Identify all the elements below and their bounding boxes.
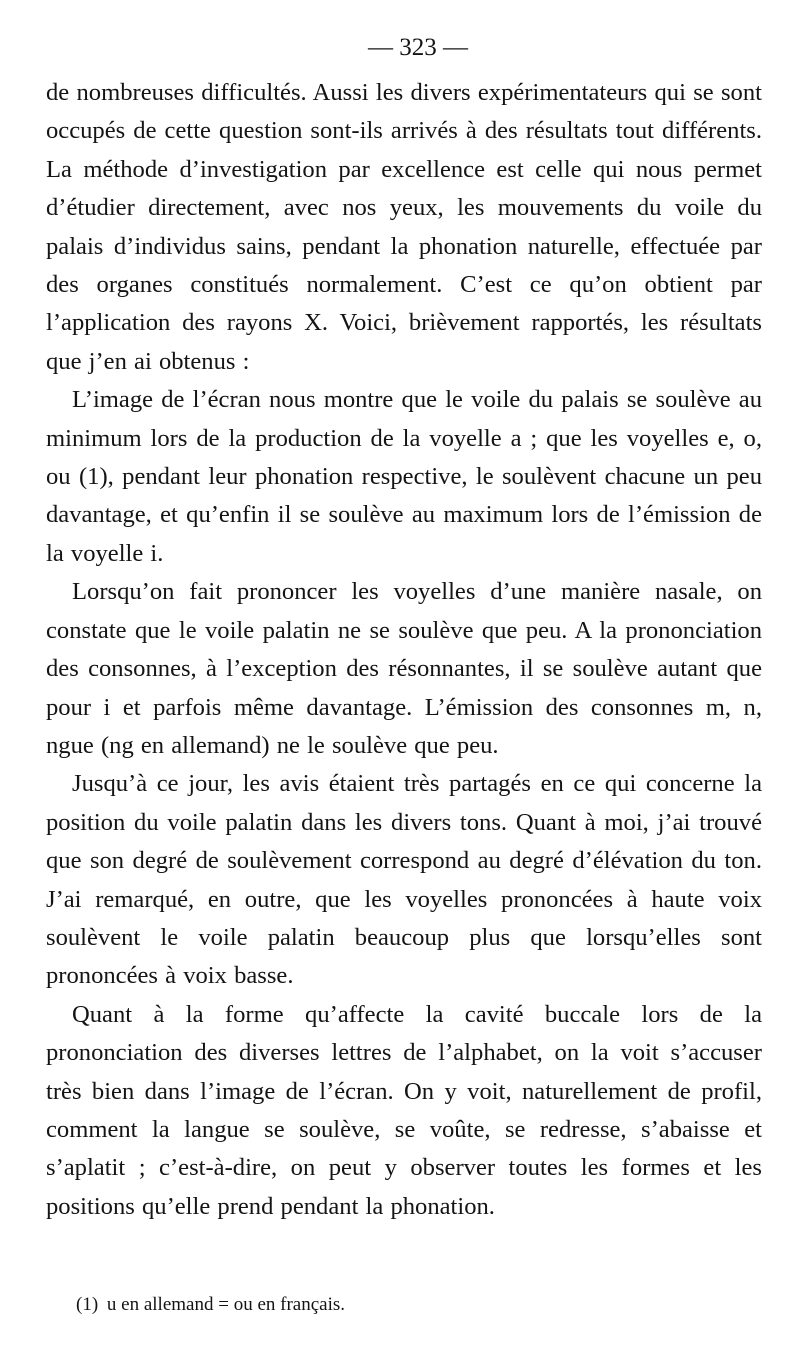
paragraph-3: Lorsqu’on fait prononcer les voyelles d’une manière nasale, on constate que le voile palatin ne se soulève que peu. A la prononciation des consonnes, à l’exception des résonnantes, il se soulève autant que pour i et parfois même davantage. L’émission des consonnes m, n, ngue (ng en allemand) ne le soulève que peu.: [46, 578, 762, 759]
paragraph-2: L’image de l’écran nous montre que le voile du palais se soulève au minimum lors de la production de la voyelle a ; que les voyelles e, o, ou (1), pendant leur phonation respective, le soulèvent chacune un peu davantage, et qu’enfin il se soulève au maximum lors de l’émission de la voyelle i.: [46, 386, 762, 567]
paragraph-1: de nombreuses difficultés. Aussi les divers expérimentateurs qui se sont occupés de cette question sont-ils arrivés à des résultats tout différents. La méthode d’investigation par excellence est celle qui nous permet d’étudier directement, avec nos yeux, les mouvements du voile du palais d’individus sains, pendant la phonation naturelle, effectuée par des organes constitués normalement. C’est ce qu’on obtient par l’application des rayons X. Voici, brièvement rapportés, les résultats que j’en ai obtenus :: [46, 79, 762, 375]
footnote: [76, 1292, 345, 1318]
body-text: [46, 74, 762, 1226]
footnote-marker: (1): [76, 1294, 99, 1315]
paragraph-5: Quant à la forme qu’affecte la cavité buccale lors de la prononciation des diverses lettres de l’alphabet, on la voit s’accuser très bien dans l’image de l’écran. On y voit, naturellement de profil, comment la langue se soulève, se voûte, se redresse, s’abaisse et s’aplatit ; c’est-à-dire, on peut y observer toutes les formes et les positions qu’elle prend pendant la phonation.: [46, 1000, 762, 1220]
page-number: — 323 —: [368, 34, 468, 61]
paragraph-4: Jusqu’à ce jour, les avis étaient très partagés en ce qui concerne la position du voile palatin dans les divers tons. Quant à moi, j’ai trouvé que son degré de soulèvement correspond au degré d’élévation du ton. J’ai remarqué, en outre, que les voyelles prononcées à haute voix soulèvent le voile palatin beaucoup plus que lorsqu’elles sont prononcées à voix basse.: [46, 770, 762, 990]
footnote-text: u en allemand = ou en français.: [106, 1294, 345, 1315]
